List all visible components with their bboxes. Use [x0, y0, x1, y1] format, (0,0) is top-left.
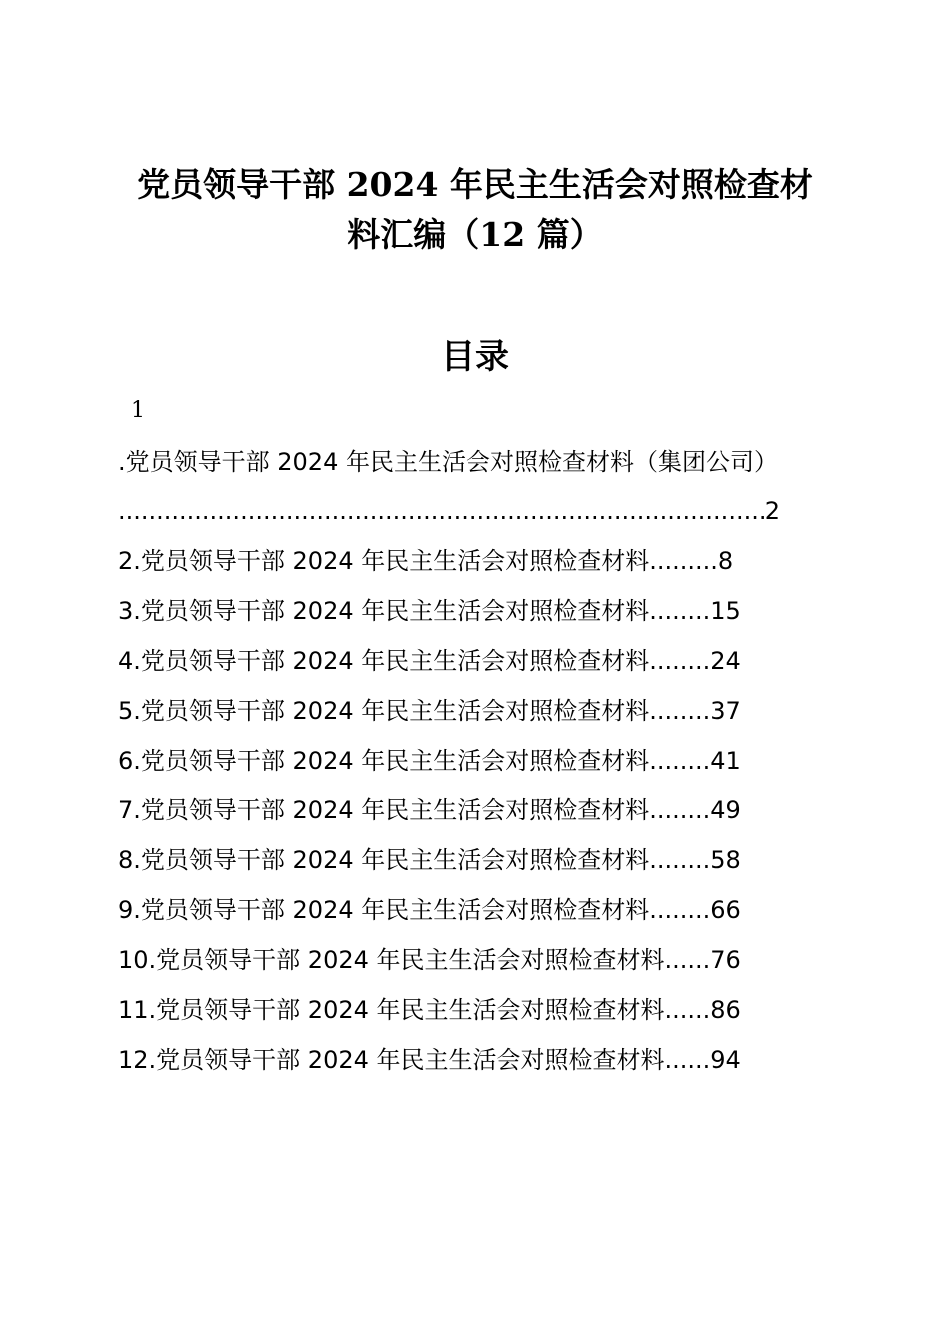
- toc-entry-1-page: 2: [764, 497, 780, 525]
- toc-entry-4: 4.党员领导干部 2024 年民主生活会对照检查材料........24: [118, 647, 741, 675]
- toc-entry-2: 2.党员领导干部 2024 年民主生活会对照检查材料.........8: [118, 547, 734, 575]
- toc-entry-9: 9.党员领导干部 2024 年民主生活会对照检查材料........66: [118, 896, 741, 924]
- toc-entry-5: 5.党员领导干部 2024 年民主生活会对照检查材料........37: [118, 697, 741, 725]
- toc-entry-1-number: 1: [131, 398, 145, 423]
- toc-entry-10: 10.党员领导干部 2024 年民主生活会对照检查材料......76: [118, 946, 741, 974]
- toc-entry-7: 7.党员领导干部 2024 年民主生活会对照检查材料........49: [118, 796, 741, 824]
- document-title: [100, 160, 850, 260]
- toc-entry-6: 6.党员领导干部 2024 年民主生活会对照检查材料........41: [118, 747, 741, 775]
- document-title-line-2: 料汇编（12 篇）: [347, 215, 603, 254]
- dot-leader: [118, 494, 765, 528]
- document-title-line-1: 党员领导干部 2024 年民主生活会对照检查材: [137, 165, 813, 204]
- toc-entry-1-title: .党员领导干部 2024 年民主生活会对照检查材料（集团公司）: [118, 448, 778, 476]
- toc-entry-11: 11.党员领导干部 2024 年民主生活会对照检查材料......86: [118, 996, 741, 1024]
- toc-entry-3: 3.党员领导干部 2024 年民主生活会对照检查材料........15: [118, 597, 741, 625]
- toc-entry-1-leader: [118, 494, 780, 528]
- toc-entry-12: 12.党员领导干部 2024 年民主生活会对照检查材料......94: [118, 1046, 741, 1074]
- toc-heading: 目录: [441, 337, 509, 377]
- toc-entry-8: 8.党员领导干部 2024 年民主生活会对照检查材料........58: [118, 846, 741, 874]
